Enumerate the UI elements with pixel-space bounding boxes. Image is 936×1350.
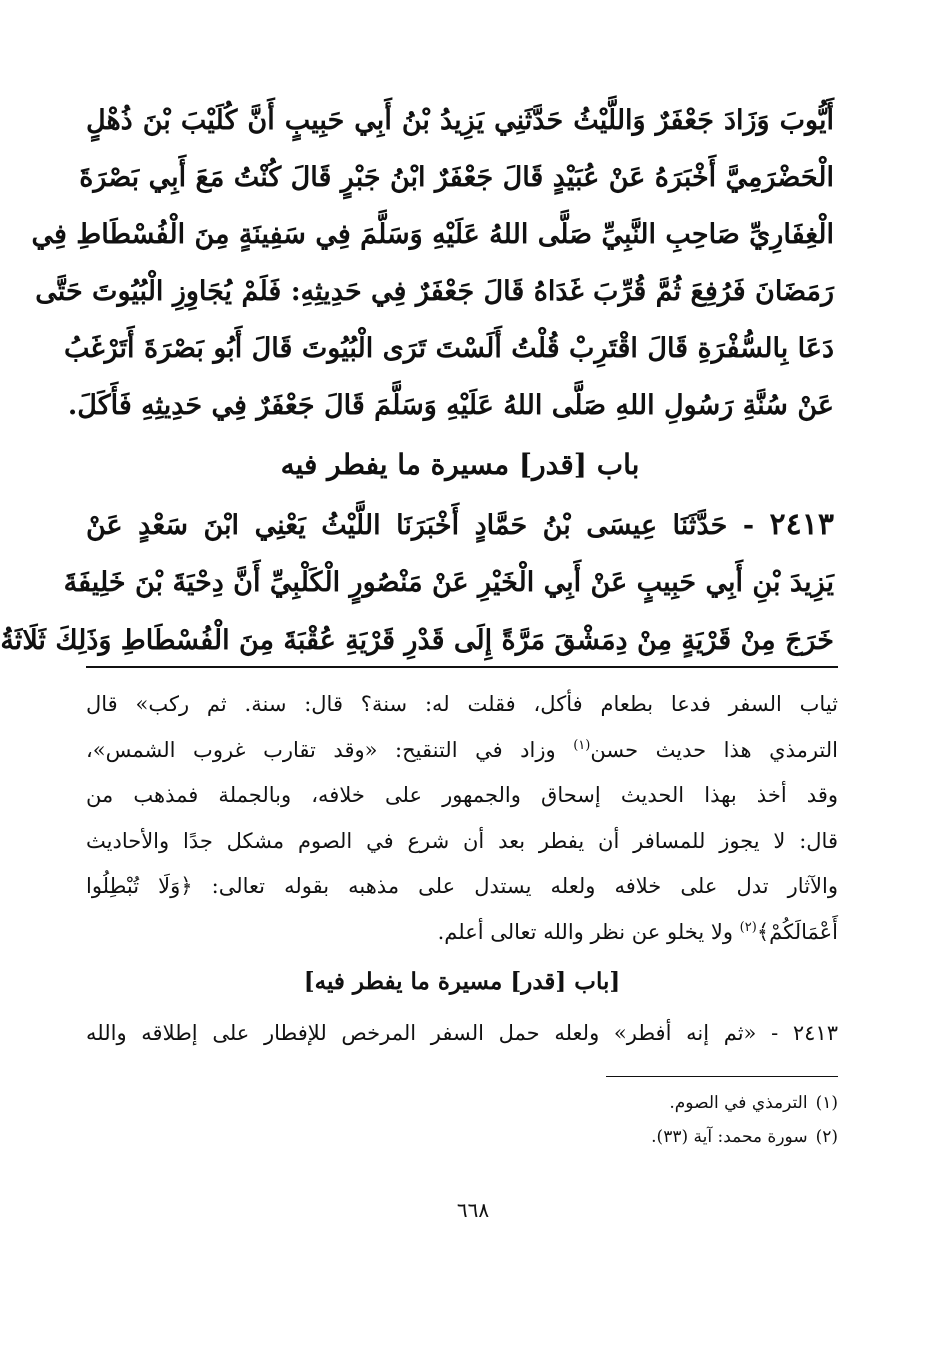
commentary-heading: [باب [قدر] مسيرة ما يفطر فيه] xyxy=(303,968,621,995)
commentary-line: والآثار تدل على خلافه ولعله يستدل على مذهبه بقوله تعالى: ﴿وَلَا تُبْطِلُوا xyxy=(86,874,838,898)
text-separator-rule xyxy=(86,666,838,668)
footnote-text: سورة محمد: آية (٣٣). xyxy=(651,1127,808,1147)
commentary-line: وقد أخذ بهذا الحديث إسحاق والجمهور على خلافه، وبالجملة فمذهب من xyxy=(86,783,838,807)
main-text-line: الْحَضْرَمِيَّ أَخْبَرَهُ عَنْ عُبَيْدٍ قَالَ جَعْفَرٌ ابْنُ جَبْرٍ قَالَ كُنْتُ مَعَ أَبِي بَصْرَةَ xyxy=(79,162,834,193)
main-text-line: دَعَا بِالسُّفْرَةِ قَالَ اقْتَرِبْ قُلْتُ أَلَسْتَ تَرَى الْبُيُوتَ قَالَ أَبُو بَصْرَةَ أَتَرْغَبُ xyxy=(64,333,834,364)
footnote-number: (٢) xyxy=(815,1127,838,1147)
footnote xyxy=(438,1086,838,1120)
footnote-ref: (١) xyxy=(573,737,591,753)
main-text-block xyxy=(0,92,834,670)
commentary-line xyxy=(86,910,838,956)
commentary-line: قال: لا يجوز للمسافر أن يفطر بعد أن شرع في الصوم مشكل جدًا والأحاديث xyxy=(86,828,838,853)
footnotes xyxy=(438,1086,838,1154)
commentary-line xyxy=(86,728,838,774)
hadith-number: ٢٤١٣ xyxy=(769,507,834,542)
footnote-text: الترمذي في الصوم. xyxy=(669,1093,808,1113)
commentary-line: ٢٤١٣ - «ثم إنه أفطر» ولعله حمل السفر المرخص للإفطار على إطلاقه والله xyxy=(86,1021,838,1045)
footnote-number: (١) xyxy=(815,1093,838,1113)
commentary-text: الترمذي هذا حديث حسن xyxy=(590,737,838,762)
page-number: ٦٦٨ xyxy=(456,1198,490,1222)
footnote-separator-rule xyxy=(606,1076,838,1077)
chapter-heading: باب [قدر] مسيرة ما يفطر فيه xyxy=(280,448,640,481)
footnote xyxy=(438,1120,838,1154)
main-text-line: عَنْ سُنَّةِ رَسُولِ اللهِ صَلَّى اللهُ عَلَيْهِ وَسَلَّمَ قَالَ جَعْفَرٌ فِي حَدِيثِهِ فَأَكَلَ. xyxy=(67,390,834,421)
footnote-ref: (٢) xyxy=(739,919,757,935)
commentary-text: ولا يخلو عن نظر والله تعالى أعلم. xyxy=(437,919,740,944)
main-text-line: رَمَضَانَ فَرُفِعَ ثُمَّ قُرِّبَ غَدَاهُ قَالَ جَعْفَرٌ فِي حَدِيثِهِ: فَلَمْ يُجَاوِزِ الْبُيُوتَ حَتَّى xyxy=(35,276,834,307)
commentary-text: وزاد في التنقيح: «وقد تقارب غروب الشمس»، xyxy=(86,737,574,762)
hadith-line: يَزِيدَ بْنِ أَبِي حَبِيبٍ عَنْ أَبِي الْخَيْرِ عَنْ مَنْصُورٍ الْكَلْبِيِّ أَنَّ دِحْيَةَ بْنَ خَلِيفَةَ xyxy=(63,567,834,598)
main-text-line: أَيُّوبَ وَزَادَ جَعْفَرٌ وَاللَّيْثُ حَدَّثَنِي يَزِيدُ بْنُ أَبِي حَبِيبٍ أَنَّ كُلَيْبَ بْنَ ذُهْلٍ xyxy=(86,105,834,136)
main-text-line: الْغِفَارِيِّ صَاحِبِ النَّبِيِّ صَلَّى اللهُ عَلَيْهِ وَسَلَّمَ فِي سَفِينَةٍ مِنَ الْفُسْطَاطِ فِي xyxy=(31,219,834,250)
commentary-block xyxy=(86,682,838,1057)
hadith-text: - حَدَّثَنَا عِيسَى بْنُ حَمَّادٍ أَخْبَرَنَا اللَّيْثُ يَعْنِي ابْنَ سَعْدٍ عَنْ xyxy=(86,510,755,541)
hadith-line: خَرَجَ مِنْ قَرْيَةٍ مِنْ دِمَشْقَ مَرَّةً إِلَى قَدْرِ قَرْيَةِ عُقْبَةَ مِنَ الْفُسْطَاطِ وَذَلِكَ ثَلَاثَةُ xyxy=(0,625,834,656)
commentary-line: ثياب السفر فدعا بطعام فأكل، فقلت له: سنة؟ قال: سنة. ثم ركب» قال xyxy=(86,692,838,716)
hadith-first-line xyxy=(86,496,834,554)
commentary-text: أَعْمَالَكُمْ﴾ xyxy=(756,919,838,944)
